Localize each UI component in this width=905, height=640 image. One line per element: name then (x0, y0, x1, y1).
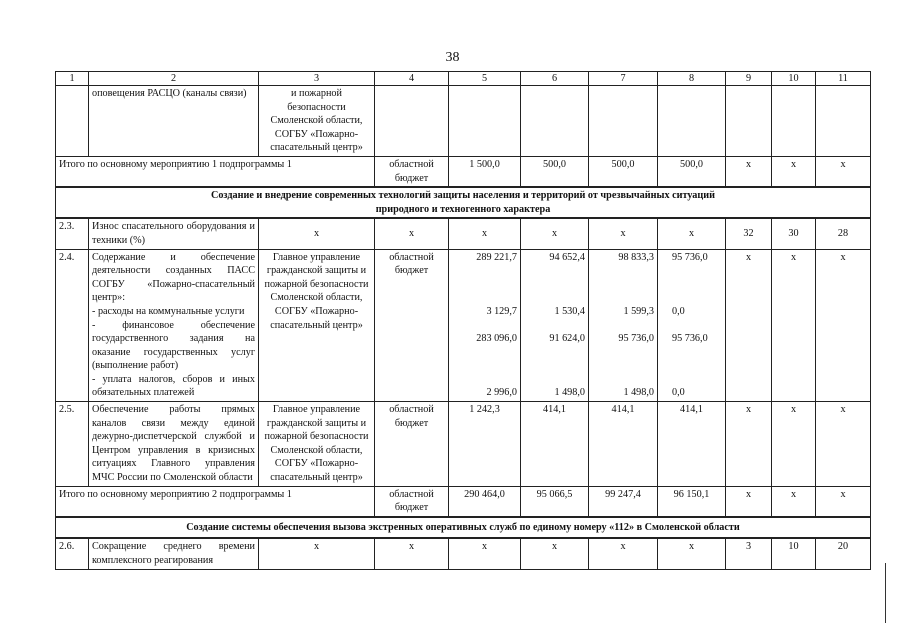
indicator-cell: x (726, 156, 772, 187)
amount-year1 (521, 249, 589, 402)
subtotal-row (56, 156, 871, 187)
program-table (55, 71, 871, 570)
row-description: Износ спасательного оборудования и техники (%) (89, 218, 259, 249)
indicator-cell: x (816, 402, 871, 487)
indicator-cell: x (589, 218, 658, 249)
column-header: 10 (772, 72, 816, 86)
amount-value: 283 096,0 (476, 333, 517, 345)
row-number: 2.6. (56, 538, 89, 569)
funding-source: областной бюджет (375, 249, 449, 402)
indicator-cell: x (772, 402, 816, 487)
amount-total: 290 464,0 (449, 486, 521, 517)
scan-artifact-line (885, 563, 886, 623)
row-executor: Главное управление гражданской защиты и пожарной безопасности Смоленской области, СОГБУ «Пожарно-спасательный центр» (259, 249, 375, 402)
amount-year1: 500,0 (521, 156, 589, 187)
indicator-cell: x (449, 538, 521, 569)
row-description: Сокращение среднего времени комплексного реагирования (89, 538, 259, 569)
subtotal-label: Итого по основному мероприятию 1 подпрограммы 1 (56, 156, 375, 187)
row-executor: Главное управление гражданской защиты и пожарной безопасности Смоленской области, СОГБУ «Пожарно-спасательный центр» (259, 402, 375, 487)
indicator-cell: x (772, 249, 816, 402)
amount-value: 1 498,0 (554, 387, 585, 399)
subtotal-label: Итого по основному мероприятию 2 подпрограммы 1 (56, 486, 375, 517)
indicator-cell: x (658, 218, 726, 249)
amount-value: 94 652,4 (549, 251, 585, 263)
column-header: 5 (449, 72, 521, 86)
column-header: 3 (259, 72, 375, 86)
indicator-cell: x (816, 156, 871, 187)
indicator-cell: x (521, 538, 589, 569)
section-heading: Создание и внедрение современных технологий защиты населения и территорий от чрезвычайных ситуаций природного и техногенного характера (56, 187, 871, 218)
indicator-cell: x (726, 249, 772, 402)
indicator-cell: x (658, 538, 726, 569)
amount-year3: 500,0 (658, 156, 726, 187)
table-row (56, 538, 871, 569)
table-row (56, 86, 871, 157)
indicator-cell: x (816, 486, 871, 517)
column-number-row (56, 72, 871, 86)
amount-year2: 414,1 (589, 402, 658, 487)
description-sub: - расходы на коммунальные услуги (92, 305, 245, 317)
amount-value: 95 736,0 (672, 333, 708, 345)
amount-year3: 96 150,1 (658, 486, 726, 517)
description-main: Содержание и обеспечение деятельности созданных ПАСС СОГБУ «Пожарно-спасательный центр»: (92, 251, 255, 304)
column-header: 2 (89, 72, 259, 86)
indicator-cell: 10 (772, 538, 816, 569)
amount-total: 1 242,3 (449, 402, 521, 487)
amount-year2: 500,0 (589, 156, 658, 187)
amount-value: 1 530,4 (554, 305, 585, 317)
row-number: 2.4. (56, 249, 89, 402)
row-number: 2.5. (56, 402, 89, 487)
row-description: оповещения РАСЦО (каналы связи) (89, 86, 259, 157)
table-row (56, 218, 871, 249)
section-heading: Создание системы обеспечения вызова экстренных оперативных служб по единому номеру «112» в Смоленской области (56, 517, 871, 539)
amount-value: 91 624,0 (549, 333, 585, 345)
amount-year2: 99 247,4 (589, 486, 658, 517)
indicator-cell: x (589, 538, 658, 569)
column-header: 7 (589, 72, 658, 86)
description-sub: - финансовое обеспечение государственного задания на оказание государственных услуг (выполнение работ) (92, 319, 255, 372)
indicator-cell: x (772, 156, 816, 187)
amount-year2 (589, 249, 658, 402)
amount-value: 95 736,0 (672, 251, 708, 263)
description-sub: - уплата налогов, сборов и иных обязательных платежей (92, 373, 255, 399)
indicator-cell: x (521, 218, 589, 249)
amount-year3 (658, 249, 726, 402)
indicator-cell: x (449, 218, 521, 249)
amount-total (449, 249, 521, 402)
column-header: 4 (375, 72, 449, 86)
indicator-cell: 3 (726, 538, 772, 569)
indicator-cell: x (726, 486, 772, 517)
amount-year1: 414,1 (521, 402, 589, 487)
indicator-cell: 30 (772, 218, 816, 249)
amount-value: 0,0 (672, 387, 685, 399)
indicator-cell: x (259, 538, 375, 569)
indicator-cell: x (259, 218, 375, 249)
table-row (56, 402, 871, 487)
subtotal-row (56, 486, 871, 517)
indicator-cell: x (772, 486, 816, 517)
section-heading-row (56, 187, 871, 218)
funding-source: областной бюджет (375, 156, 449, 187)
table-row (56, 249, 871, 402)
indicator-cell: 28 (816, 218, 871, 249)
amount-value: 2 996,0 (486, 387, 517, 399)
amount-year1: 95 066,5 (521, 486, 589, 517)
funding-source: областной бюджет (375, 486, 449, 517)
amount-value: 1 498,0 (623, 387, 654, 399)
column-header: 1 (56, 72, 89, 86)
indicator-cell: x (375, 538, 449, 569)
amount-value: 95 736,0 (618, 333, 654, 345)
indicator-cell: 20 (816, 538, 871, 569)
row-description: Обеспечение работы прямых каналов связи между единой дежурно-диспетчерской службой и Центром управления в кризисных ситуациях Главного управления МЧС России по Смоленской области (89, 402, 259, 487)
amount-value: 289 221,7 (476, 251, 517, 263)
page-number: 38 (445, 50, 460, 65)
amount-value: 98 833,3 (618, 251, 654, 263)
indicator-cell: x (375, 218, 449, 249)
indicator-cell: x (816, 249, 871, 402)
column-header: 9 (726, 72, 772, 86)
column-header: 11 (816, 72, 871, 86)
funding-source: областной бюджет (375, 402, 449, 487)
amount-year3: 414,1 (658, 402, 726, 487)
amount-total: 1 500,0 (449, 156, 521, 187)
column-header: 6 (521, 72, 589, 86)
column-header: 8 (658, 72, 726, 86)
indicator-cell: x (726, 402, 772, 487)
row-description (89, 249, 259, 402)
amount-value: 0,0 (672, 305, 685, 317)
indicator-cell: 32 (726, 218, 772, 249)
row-number: 2.3. (56, 218, 89, 249)
amount-value: 1 599,3 (623, 305, 654, 317)
section-heading-row (56, 517, 871, 539)
row-executor: и пожарной безопасности Смоленской области, СОГБУ «Пожарно-спасательный центр» (259, 86, 375, 157)
amount-value: 3 129,7 (486, 305, 517, 317)
